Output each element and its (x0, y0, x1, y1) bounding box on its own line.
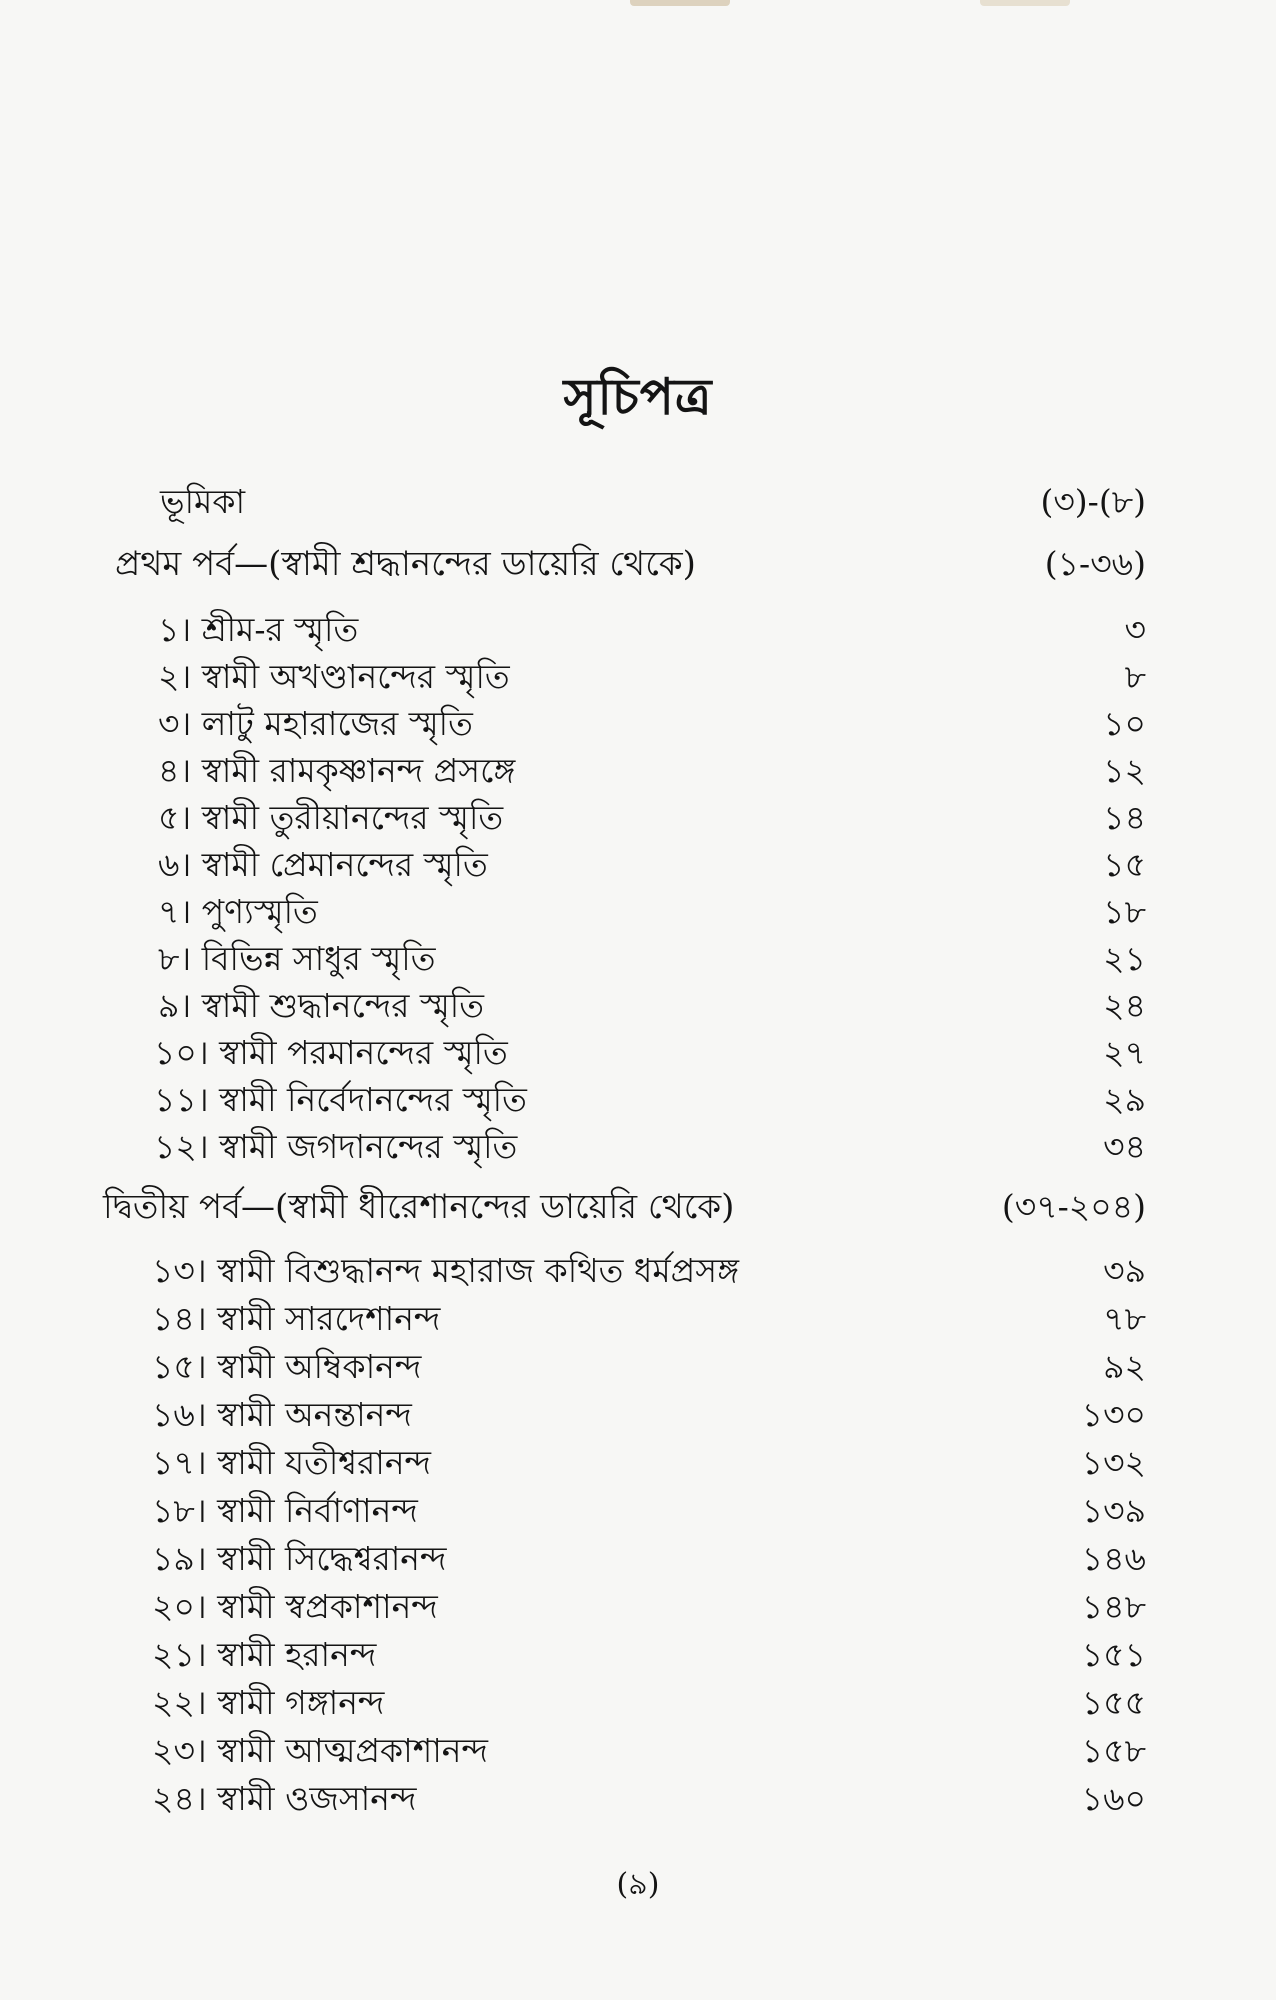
toc-entry-label: ১৬। স্বামী অনন্তানন্দ (152, 1395, 412, 1434)
toc-entry-page: ১০ (1103, 704, 1146, 743)
toc-entry-page: ২১ (1103, 939, 1146, 978)
toc-entry-page: ১৬০ (1081, 1779, 1146, 1818)
toc-entry-page: ৮ (1124, 657, 1146, 696)
toc-entry-page: ১৩২ (1081, 1443, 1146, 1482)
toc-entry (0, 794, 1276, 842)
toc-section-part2 (0, 1183, 1276, 1231)
toc-entry-label: ২২। স্বামী গঙ্গানন্দ (152, 1683, 385, 1722)
toc-entry-page: ১৪ (1103, 798, 1146, 837)
toc-entry-label: ৭। পুণ্যস্মৃতি (158, 892, 318, 931)
toc-entry-page: ২৯ (1103, 1080, 1146, 1119)
toc-entry (0, 982, 1276, 1030)
toc-entry-label: ২৩। স্বামী আত্মপ্রকাশানন্দ (152, 1731, 488, 1770)
toc-entry (0, 1727, 1276, 1775)
toc-entry (0, 1679, 1276, 1727)
toc-entry-label: ৯। স্বামী শুদ্ধানন্দের স্মৃতি (158, 986, 484, 1025)
toc-entry-page: ২৭ (1103, 1033, 1146, 1072)
toc-entry-label: ২। স্বামী অখণ্ডানন্দের স্মৃতি (158, 657, 510, 696)
toc-entry-label: ১৩। স্বামী বিশুদ্ধানন্দ মহারাজ কথিত ধর্মপ্রসঙ্গ (152, 1251, 739, 1290)
toc-entry-label: ভূমিকা (160, 482, 246, 521)
toc-entry-label: ৮। বিভিন্ন সাধুর স্মৃতি (158, 939, 436, 978)
toc-entry-label: ২৪। স্বামী ওজসানন্দ (152, 1779, 417, 1818)
toc-entry (0, 1487, 1276, 1535)
toc-entry (0, 1631, 1276, 1679)
toc-entry-label: ২০। স্বামী স্বপ্রকাশানন্দ (152, 1587, 438, 1626)
toc-entry-page: ৯২ (1103, 1347, 1146, 1386)
toc-entry-page: ৩৯ (1103, 1251, 1146, 1290)
toc-entry-label: ১০। স্বামী পরমানন্দের স্মৃতি (154, 1033, 508, 1072)
toc-entry-page: ১৩০ (1081, 1395, 1146, 1434)
toc-entry-page: ১৪৬ (1081, 1539, 1146, 1578)
toc-entry (0, 1247, 1276, 1295)
toc-entry-page: ১৪৮ (1081, 1587, 1146, 1626)
toc-entry-label: ১৪। স্বামী সারদেশানন্দ (152, 1299, 441, 1338)
scan-mark (630, 0, 730, 6)
section-pages: (৩৭-২০৪) (1001, 1187, 1146, 1226)
toc-entry (0, 1343, 1276, 1391)
toc-entry-page: ১৫১ (1081, 1635, 1146, 1674)
toc-entry-label: ৫। স্বামী তুরীয়ানন্দের স্মৃতি (158, 798, 504, 837)
toc-entry (0, 1583, 1276, 1631)
toc-entry-intro (0, 478, 1276, 526)
toc-entry (0, 1775, 1276, 1823)
toc-entry-page: ১৩৯ (1081, 1491, 1146, 1530)
toc-entry-page: ৩ (1124, 610, 1146, 649)
toc-entry (0, 1295, 1276, 1343)
toc-entry-label: ১৮। স্বামী নির্বাণানন্দ (152, 1491, 418, 1530)
toc-entry (0, 700, 1276, 748)
toc-entry-label: ১৫। স্বামী অম্বিকানন্দ (152, 1347, 422, 1386)
toc-entry-label: ১। শ্রীম-র স্মৃতি (158, 610, 359, 649)
toc-entry (0, 653, 1276, 701)
toc-entry-label: ২১। স্বামী হরানন্দ (152, 1635, 377, 1674)
toc-entry-label: ১৭। স্বামী যতীশ্বরানন্দ (152, 1443, 432, 1482)
section-heading: দ্বিতীয় পর্ব—(স্বামী ধীরেশানন্দের ডায়েরি থেকে) (103, 1187, 735, 1227)
toc-entry (0, 1439, 1276, 1487)
toc-entry-page: ১৫৮ (1081, 1731, 1146, 1770)
toc-entry-page: (৩)-(৮) (1040, 482, 1146, 521)
toc-entry-page: ১২ (1103, 751, 1146, 790)
toc-entry-page: ১৫৫ (1081, 1683, 1146, 1722)
toc-entry-page: ৩৪ (1103, 1127, 1146, 1166)
toc-entry (0, 1076, 1276, 1124)
toc-entry (0, 747, 1276, 795)
toc-entry-label: ১১। স্বামী নির্বেদানন্দের স্মৃতি (154, 1080, 527, 1119)
toc-entry (0, 606, 1276, 654)
scan-mark (980, 0, 1070, 6)
toc-entry (0, 1029, 1276, 1077)
toc-entry-label: ৩। লাটু মহারাজের স্মৃতি (158, 704, 473, 743)
toc-entry (0, 1391, 1276, 1439)
toc-section-part1 (0, 540, 1276, 588)
toc-entry (0, 935, 1276, 983)
toc-entry-page: ১৮ (1103, 892, 1146, 931)
toc-entry-page: ২৪ (1103, 986, 1146, 1025)
toc-entry (0, 1123, 1276, 1171)
toc-entry (0, 1535, 1276, 1583)
toc-entry-label: ১৯। স্বামী সিদ্ধেশ্বরানন্দ (152, 1539, 447, 1578)
page-number: (৯) (616, 1867, 660, 1902)
toc-entry-page: ৭৮ (1103, 1299, 1146, 1338)
toc-entry-label: ৪। স্বামী রামকৃষ্ণানন্দ প্রসঙ্গে (158, 751, 516, 790)
section-heading: প্রথম পর্ব—(স্বামী শ্রদ্ধানন্দের ডায়েরি থেকে) (115, 544, 696, 584)
toc-entry (0, 841, 1276, 889)
toc-entry-label: ৬। স্বামী প্রেমানন্দের স্মৃতি (158, 845, 488, 884)
section-pages: (১-৩৬) (1044, 544, 1146, 583)
toc-entry-page: ১৫ (1103, 845, 1146, 884)
page-title: সূচিপত্র (563, 367, 713, 426)
toc-entry-label: ১২। স্বামী জগদানন্দের স্মৃতি (154, 1127, 518, 1166)
toc-entry (0, 888, 1276, 936)
